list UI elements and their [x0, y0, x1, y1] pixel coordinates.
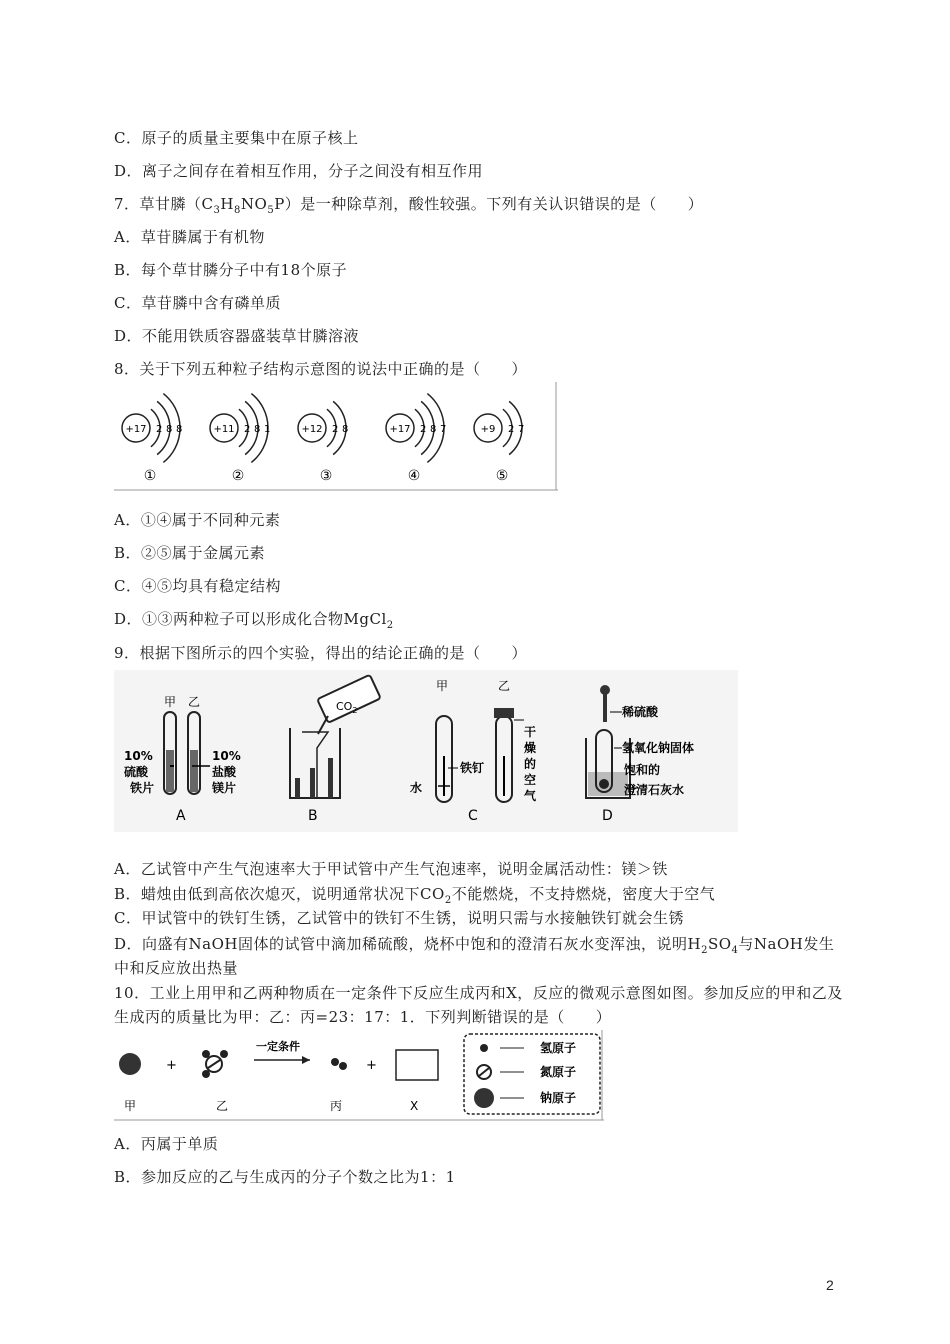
sodium-atom-icon: [119, 1053, 141, 1075]
option-9d: [114, 932, 844, 980]
question-7: [114, 194, 703, 214]
q9b-sub: 2: [444, 895, 452, 906]
label-jia: 甲: [124, 1099, 137, 1113]
option-6d: D．离子之间存在着相互作用，分子之间没有相互作用: [114, 162, 484, 180]
nucleus-charge: +17: [125, 424, 147, 435]
atom-label: ⑤: [495, 468, 509, 484]
atom-label: ①: [143, 468, 157, 484]
exp-c-air-1: 干: [524, 725, 537, 739]
option-8c: C．④⑤均具有稳定结构: [114, 577, 281, 595]
q9b-text-a: B．蜡烛由低到高依次熄灭，说明通常状况下CO: [114, 885, 445, 903]
exp-c-air-2: 燥: [524, 741, 537, 755]
option-7b: B．每个草甘膦分子中有18个原子: [114, 261, 348, 279]
atom-diagram: [122, 394, 182, 484]
option-9c: C．甲试管中的铁钉生锈，乙试管中的铁钉不生锈，说明只需与水接触铁钉就会生锈: [114, 909, 684, 927]
atom-diagram: [474, 401, 524, 484]
figure-reaction: [114, 1030, 604, 1126]
exp-a-label: A: [176, 808, 186, 824]
exp-b-label: B: [308, 808, 318, 824]
exp-a-right-conc: 10%: [212, 749, 241, 763]
shell-electron-count: 7: [518, 424, 525, 435]
label-bing: 丙: [330, 1099, 343, 1113]
q9d-text-c: 与NaOH发生中和反应放出热量: [114, 935, 835, 977]
atom-label: ④: [407, 468, 421, 484]
q7-text-c: NO: [240, 195, 268, 213]
figure-experiments: [114, 670, 738, 836]
shell-electron-count: 8: [430, 424, 437, 435]
q7-text-d: P）是一种除草剂，酸性较强。下列有关认识错误的是（ ）: [274, 195, 704, 213]
q9d-sub-2: 4: [731, 945, 739, 956]
exp-a-right-metal: 镁片: [212, 781, 237, 795]
exp-c-label: C: [468, 808, 478, 824]
nucleus-charge: +17: [389, 424, 411, 435]
exp-c-nail: 铁钉: [460, 761, 485, 775]
plus-sign-2: +: [366, 1058, 377, 1073]
atom-label: ②: [231, 468, 245, 484]
q9b-text-b: 不能燃烧，不支持燃烧，密度大于空气: [451, 885, 716, 903]
option-8b: B．②⑤属于金属元素: [114, 544, 266, 562]
shell-electron-count: 7: [440, 424, 447, 435]
atom-diagram: [386, 394, 446, 484]
exp-d-lime: 澄清石灰水: [624, 783, 685, 797]
shell-electron-count: 8: [342, 424, 349, 435]
nucleus-charge: +12: [301, 424, 323, 435]
plus-sign-1: +: [166, 1058, 177, 1073]
exp-d-sat: 饱和的: [624, 763, 661, 777]
label-yi: 乙: [216, 1099, 229, 1113]
nucleus-charge: +11: [213, 424, 235, 435]
atom-label: ③: [319, 468, 333, 484]
ammonia-molecule-icon: [202, 1050, 228, 1078]
option-7d: D．不能用铁质容器盛装草甘膦溶液: [114, 327, 360, 345]
q7-text-a: 7．草甘膦（C: [114, 195, 214, 213]
exp-a-left-conc: 10%: [124, 749, 153, 763]
option-6c: C．原子的质量主要集中在原子核上: [114, 129, 359, 147]
exp-b-gas: $CO_2$: [336, 700, 358, 715]
q7-sub-2: 8: [234, 205, 241, 216]
atom-diagram: [210, 394, 270, 484]
exp-a-right-acid: 盐酸: [212, 765, 237, 779]
question-9: 9．根据下图所示的四个实验，得出的结论正确的是（ ）: [114, 644, 528, 662]
option-8a: A．①④属于不同种元素: [114, 511, 281, 529]
shell-electron-count: 2: [244, 424, 251, 435]
exp-d-acid: 稀硫酸: [622, 705, 659, 719]
shell-electron-count: 8: [166, 424, 173, 435]
exp-c-yi: 乙: [498, 679, 511, 693]
hydrogen-molecule-icon: [331, 1058, 347, 1070]
option-7a: A．草苷膦属于有机物: [114, 228, 265, 246]
legend-sodium: 钠原子: [540, 1091, 577, 1105]
figure-atom-structures: [114, 382, 558, 496]
option-9b: [114, 884, 715, 904]
exp-d-solid: 氢氧化钠固体: [622, 741, 695, 755]
question-10: 10．工业上用甲和乙两种物质在一定条件下反应生成丙和X，反应的微观示意图如图。参加反应的甲和乙及生成丙的质量比为甲：乙：丙=23：17：1．下列判断错误的是（ ）: [114, 984, 843, 1026]
exp-c-air-3: 的: [524, 757, 537, 771]
q7-text-b: H: [220, 195, 234, 213]
unknown-x-box: [396, 1050, 438, 1080]
shell-electron-count: 2: [156, 424, 163, 435]
legend-nitrogen: 氮原子: [540, 1065, 577, 1079]
option-10b: B．参加反应的乙与生成丙的分子个数之比为1：1: [114, 1168, 456, 1186]
q7-sub-1: 3: [213, 205, 221, 216]
q7-sub-3: 5: [267, 205, 275, 216]
q9d-text-a: D．向盛有NaOH固体的试管中滴加稀硫酸，烧杯中饱和的澄清石灰水变浑浊，说明H: [114, 935, 702, 953]
q9d-text-b: SO: [707, 935, 732, 953]
shell-electron-count: 2: [332, 424, 339, 435]
exp-a-left-metal: 铁片: [130, 781, 155, 795]
reaction-condition: 一定条件: [256, 1040, 300, 1053]
page-number: 2: [826, 1277, 834, 1293]
exp-c-air-4: 空: [524, 773, 537, 787]
atom-diagram: [298, 401, 348, 484]
nucleus-charge: +9: [480, 424, 496, 435]
q9d-sub-1: 2: [701, 945, 708, 956]
question-8: 8．关于下列五种粒子结构示意图的说法中正确的是（ ）: [114, 360, 528, 378]
shell-electron-count: 8: [176, 424, 183, 435]
q8d-sub: 2: [386, 620, 394, 631]
exp-a-jia: 甲: [164, 695, 177, 709]
option-7c: C．草苷膦中含有磷单质: [114, 294, 281, 312]
option-9a: A．乙试管中产生气泡速率大于甲试管中产生气泡速率，说明金属活动性：镁＞铁: [114, 860, 668, 878]
exp-c-water: 水: [410, 781, 423, 795]
q8d-text: D．①③两种粒子可以形成化合物MgCl: [114, 610, 387, 628]
shell-electron-count: 1: [264, 424, 271, 435]
exp-d-label: D: [602, 808, 613, 824]
exp-c-jia: 甲: [436, 679, 449, 693]
option-10a: A．丙属于单质: [114, 1135, 219, 1153]
shell-electron-count: 8: [254, 424, 261, 435]
exp-c-air-5: 气: [524, 789, 537, 803]
label-x: X: [410, 1099, 419, 1113]
exp-a-left-acid: 硫酸: [124, 765, 149, 779]
shell-electron-count: 2: [508, 424, 515, 435]
shell-electron-count: 2: [420, 424, 427, 435]
legend-hydrogen: 氢原子: [540, 1041, 577, 1055]
exp-a-yi: 乙: [188, 695, 201, 709]
option-8d: [114, 609, 394, 629]
